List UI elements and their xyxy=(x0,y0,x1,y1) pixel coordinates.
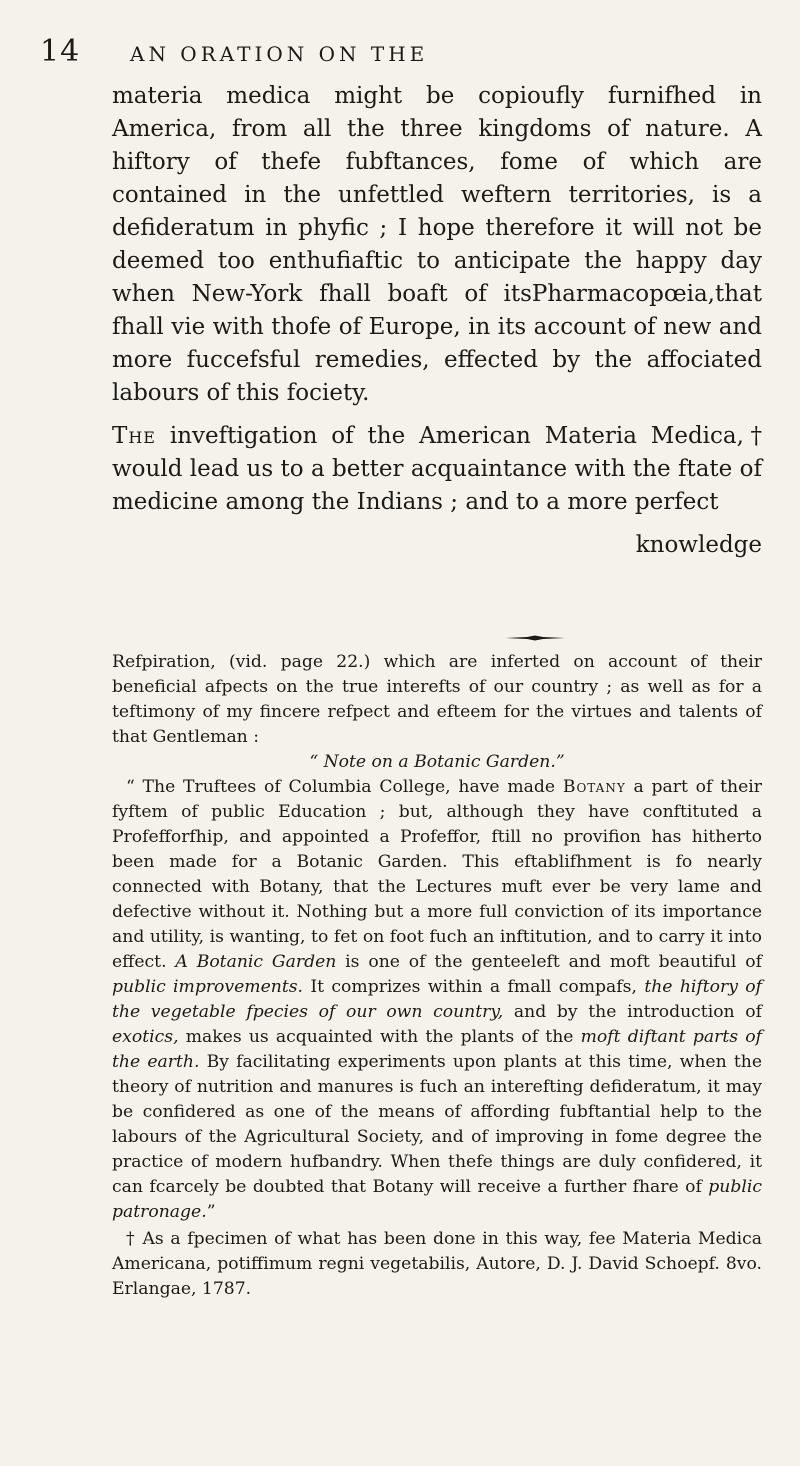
ornamental-rule-icon xyxy=(505,635,565,641)
paragraph-investigation xyxy=(112,420,762,519)
page-header xyxy=(40,30,760,70)
note-botany-word: Botany xyxy=(562,777,626,797)
footnote-dagger: † As a fpecimen of what has been done in this way, fee Materia Medica Americana, potiffimum regni vegetabilis, Autore, D. J. David Schoepf. 8vo. Erlangae, 1787. xyxy=(112,1229,762,1299)
note-text: It comprizes within a fmall compafs, xyxy=(303,977,645,997)
paragraph-investigation-text: inveftigation of the American Materia Medica,† would lead us to a better acquaintance with the ftate of medicine among the Indians ; and to a more perfect xyxy=(112,423,762,515)
note-emphasis: public improvements. xyxy=(112,977,304,997)
note-text: a part of their fyftem of public Education ; but, although they have conftituted a Profefforfhip, and appointed a Profeffor, ftill no provifion has hitherto been made for a Botanic Garden. This eftablifhment is fo nearly connected with Botany, that the Lectures muft ever be very lame and defective without it. Nothing but a more full conviction of its importance and utility, is wanting, to fet on foot fuch an inftitution, and to carry it into effect. xyxy=(112,777,763,972)
footnotes xyxy=(112,650,762,1302)
note-text: ” xyxy=(206,1202,216,1222)
note-text: makes us acquainted with the plants of the xyxy=(178,1027,581,1047)
note-text: is one of the genteeleft and moft beautiful of xyxy=(336,952,762,972)
note-emphasis: moft diftant parts of the earth. xyxy=(112,1027,762,1072)
note-emphasis: exotics, xyxy=(112,1027,179,1047)
note-heading: “ Note on a Botanic Garden.” xyxy=(309,752,565,772)
paragraph-materia-medica: materia medica might be copioufly furnifhed in America, from all the three kingdoms of nature. A hiftory of thefe fubftances, fome of which are contained in the unfettled weftern territories, is a defideratum in phyfic ; I hope therefore it will not be deemed too enthufiaftic to anticipate the happy day when New-York fhall boaft of itsPharmacopœia,that fhall vie with thofe of Europe, in its account of new and more fuccefsful remedies, effected by the affociated labours of this fociety. xyxy=(112,83,762,406)
paragraph-lead-word: The xyxy=(112,423,156,449)
note-emphasis: A Botanic Garden xyxy=(175,952,337,972)
note-text: and by the introduction of xyxy=(503,1002,762,1022)
footnote-rule xyxy=(505,635,565,641)
note-text: By facilitating experiments upon plants at this time, when the theory of nutrition and manures is fuch an interefting defideratum, it may be confidered as one of the means of affording fubftantial help to the labours of the Agricultural Society, and of improving in fome degree the practice of modern hufbandry. When thefe things are duly confidered, it can fcarcely be doubted that Botany will receive a further fhare of xyxy=(112,1052,763,1197)
footnote-respiration: Refpiration, (vid. page 22.) which are inferted on account of their beneficial afpects on the true interefts of our country ; as well as for a teftimony of my fincere refpect and efteem for the virtues and talents of that Gentleman : xyxy=(112,652,762,747)
catchword: knowledge xyxy=(635,532,762,558)
page-number: 14 xyxy=(40,34,81,69)
footnote-botanic-garden xyxy=(112,775,762,1225)
running-head: AN ORATION ON THE xyxy=(130,42,429,66)
note-emphasis: the hiftory of the vegetable fpecies of our own country, xyxy=(112,977,762,1022)
note-emphasis: public patronage. xyxy=(112,1177,762,1222)
main-text xyxy=(112,80,762,562)
note-text: “ The Truftees of Columbia College, have made xyxy=(126,777,563,797)
